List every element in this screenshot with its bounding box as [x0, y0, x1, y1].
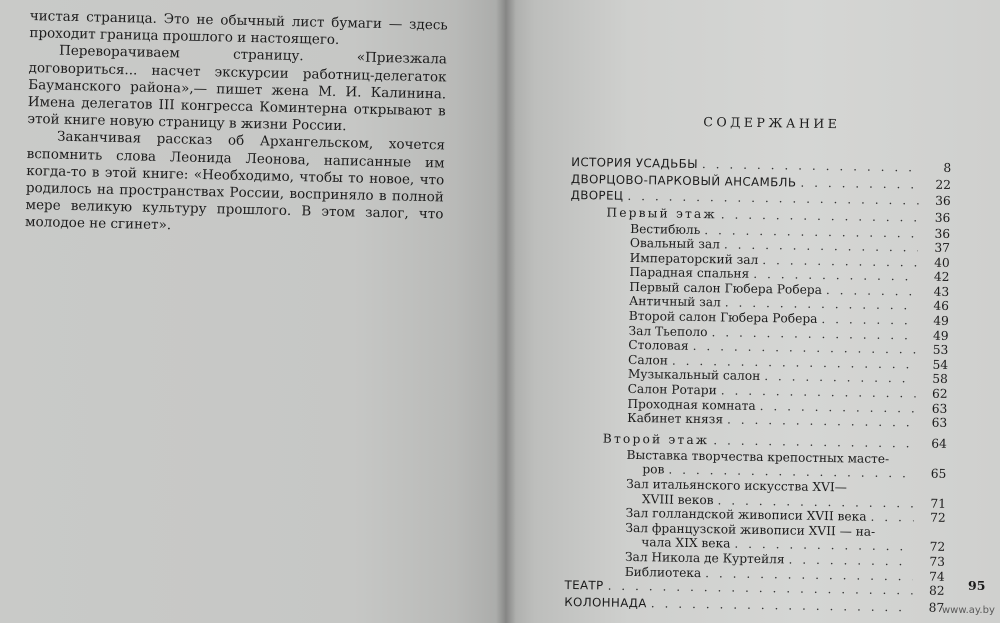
toc-label: Зал итальянского искусства XVI— [626, 476, 848, 495]
toc-label: Зал французской живописи XVII — на- [625, 520, 876, 539]
leader-dots [651, 596, 913, 614]
toc-label: Античный зал [628, 294, 721, 310]
toc-label: Библиотека [624, 564, 702, 580]
toc-label: Проходная комната [627, 396, 756, 413]
toc-label-cont: ров [642, 462, 665, 477]
toc-label: Салон Ротари [627, 381, 717, 398]
leader-dots [713, 433, 915, 450]
toc-page: 49 [933, 313, 949, 329]
toc-page: 82 [928, 583, 945, 599]
toc-label: Зал Тьеполо [628, 323, 708, 339]
toc-label: ДВОРЕЦ [570, 187, 624, 203]
toc-page: 64 [931, 436, 947, 451]
toc-label: Овальный зал [629, 236, 721, 252]
toc-page: 54 [932, 357, 949, 372]
toc-page: 65 [930, 467, 947, 482]
toc-label: Вестибюль [630, 221, 701, 237]
toc-page: 36 [934, 210, 951, 225]
toc-label: Императорский зал [629, 250, 759, 267]
toc-page: 74 [929, 569, 945, 584]
toc-page: 46 [933, 299, 950, 314]
toc-page: 63 [931, 415, 948, 431]
toc-label: Салон [628, 352, 669, 368]
toc-page: 72 [930, 510, 946, 526]
book-gutter [496, 0, 516, 623]
toc-page: 36 [935, 193, 951, 208]
toc-page: 36 [934, 226, 951, 241]
toc-label: Музыкальный салон [627, 367, 761, 384]
toc-label: КОЛОННАДА [564, 594, 647, 610]
toc-label: Первый салон Гюбера Робера [629, 279, 823, 297]
table-of-contents [564, 112, 952, 617]
leader-dots [870, 510, 913, 525]
toc-page: 72 [929, 540, 946, 555]
page-number: 95 [968, 578, 986, 593]
leader-dots [826, 283, 918, 298]
toc-page: 43 [933, 284, 950, 299]
toc-label: Выставка творчества крепостных масте- [626, 447, 890, 466]
toc-page: 53 [932, 342, 949, 358]
toc-page: 37 [934, 240, 951, 256]
toc-label-cont: чала XIX века [641, 535, 731, 551]
toc-page: 62 [931, 386, 948, 401]
toc-label-cont: XVIII веков [641, 491, 714, 507]
toc-label: ИСТОРИЯ УСАДЬБЫ [571, 154, 699, 171]
toc-page: 58 [932, 372, 948, 387]
left-page-text [25, 8, 448, 241]
toc-label: Кабинет князя [627, 411, 724, 427]
leader-dots [788, 552, 913, 568]
toc-title: СОДЕРЖАНИЕ [703, 114, 841, 132]
toc-label: Второй салон Гюбера Робера [628, 308, 818, 326]
leader-dots [821, 312, 917, 327]
toc-page: 42 [933, 269, 950, 285]
toc-label: Зал Никола де Куртейля [624, 549, 785, 567]
paragraph: чистая страница. Это не обычный лист бумаги — здесь проходит граница прошлого и настоящего. [29, 8, 448, 49]
paragraph: Заканчивая рассказ об Архангельском, хочется вспомнить слова Леонида Леонова, написанные им когда-то в этой книге: «Необходимо, чтобы то новое, что родилось на пространствах России, восприняло в полной мере великую культуру прошлого. В этом залог, что молодое не сгинет». [24, 129, 446, 234]
toc-label: Второй этаж [602, 431, 710, 448]
toc-page: 40 [934, 255, 950, 270]
toc-page: 71 [930, 496, 947, 511]
leader-dots [727, 413, 915, 430]
toc-page: 87 [928, 600, 945, 615]
leader-dots [764, 369, 916, 385]
toc-page: 8 [943, 160, 952, 175]
leader-dots [702, 157, 919, 174]
toc-label: Зал голландской живописи XVII века [625, 506, 867, 524]
toc-page: 73 [929, 554, 946, 569]
toc-label: ДВОРЦОВО-ПАРКОВЫЙ АНСАМБЛЬ [570, 171, 797, 190]
toc-label: ТЕАТР [564, 578, 604, 593]
watermark: www.ay.by [942, 605, 995, 616]
toc-label: Первый этаж [606, 205, 717, 221]
toc-page: 63 [931, 401, 948, 416]
toc-page: 22 [935, 177, 952, 192]
toc-page: 49 [932, 328, 949, 343]
leader-dots [800, 175, 919, 191]
leader-dots [721, 207, 919, 224]
toc-label: Столовая [628, 338, 689, 354]
toc-label: Парадная спальня [629, 265, 750, 282]
paragraph: Переворачиваем страницу. «Приезжала договориться... насчет экскурсии работниц-делегаток Бауманского района»,— пишет жена М. И. Калинина. Имена делегатов III конгресса Коминтерна открывают в этой книге новую страницу в жизни России. [27, 43, 448, 135]
